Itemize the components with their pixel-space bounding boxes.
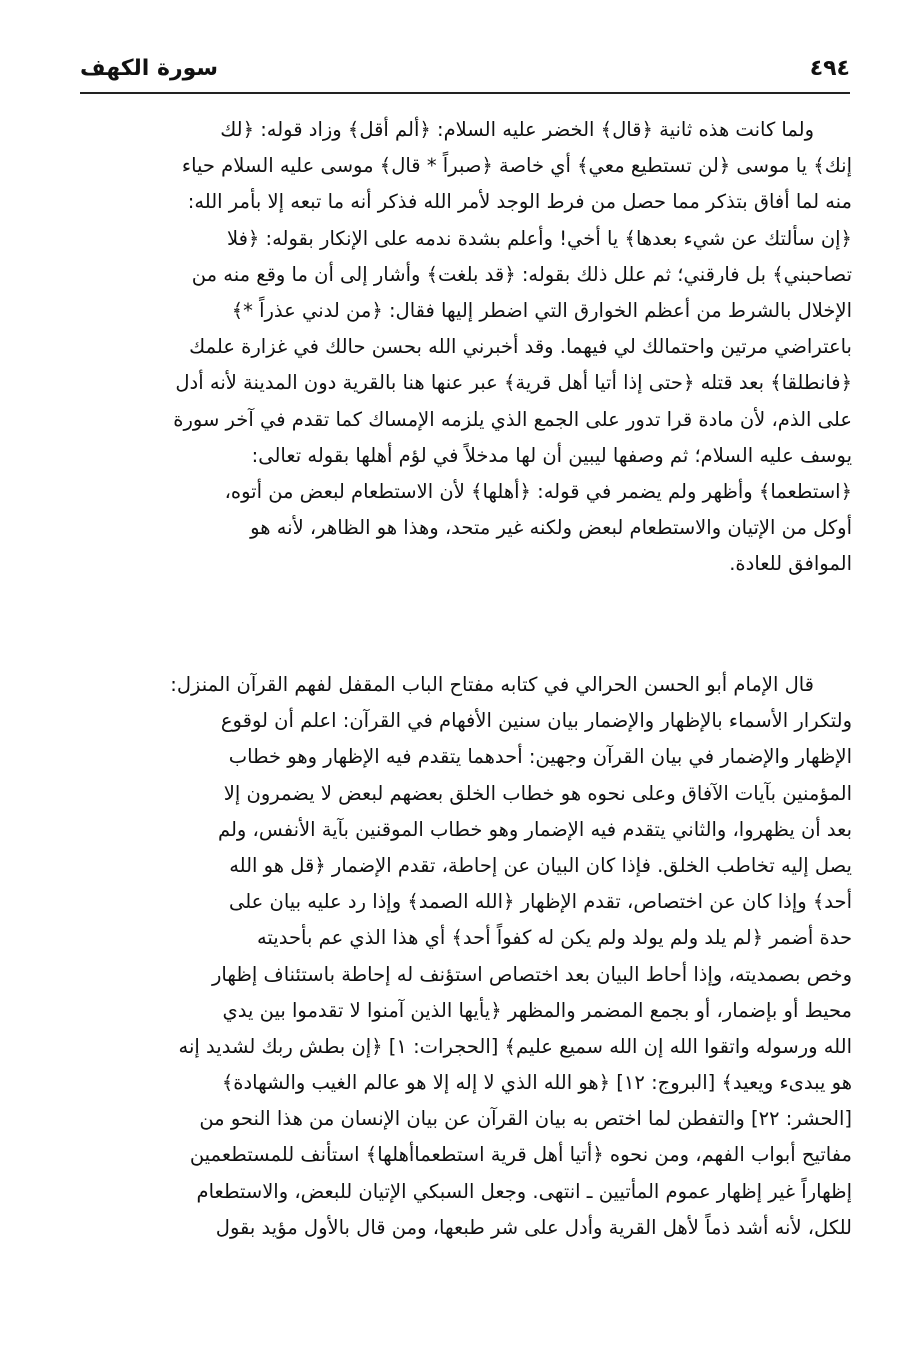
text-line: [الحشر: ٢٢] والتفطن لما اختص به بيان القرآن عن بيان الإنسان من هذا النحو من: [199, 1107, 852, 1131]
text-line: للكل، لأنه أشد ذماً لأهل القرية وأدل على شر طبعها، ومن قال بالأول مؤيد بقول: [215, 1215, 852, 1239]
text-line: المؤمنين بآيات الآفاق وعلى نحوه هو خطاب الخلق بعضهم لبعض لا يضمرون إلا: [223, 781, 852, 805]
text-line: محيط أو بإضمار، أو بجمع المضمر والمظهر ﴿يأيها الذين آمنوا لا تقدموا بين يدي: [222, 998, 852, 1022]
text-line: يوسف عليه السلام؛ ثم وصفها ليبين أن لها مدخلاً في لؤم أهلها بقوله تعالى:: [251, 443, 852, 467]
text-line: على الذم، لأن مادة قرا تدور على الجمع الذي يلزمه الإمساك كما تقدم في آخر سورة: [173, 407, 852, 431]
text-line: تصاحبني﴾ بل فارقني؛ ثم علل ذلك بقوله: ﴿قد بلغت﴾ وأشار إلى أن ما وقع منه من: [191, 262, 852, 286]
commentary-section-2: [82, 667, 852, 1246]
text-line: الإظهار والإضمار في بيان القرآن وجهين: أحدهما يتقدم فيه الإظهار وهو خطاب: [228, 745, 852, 769]
page-number: ٤٩٤: [809, 56, 850, 81]
surah-title: سورة الكهف: [80, 56, 219, 81]
text-line: الإخلال بالشرط من أعظم الخوارق التي اضطر إليها فقال: ﴿من لدني عذراً *﴾: [231, 298, 852, 322]
commentary-section-1: [82, 112, 852, 582]
text-line: الله ورسوله واتقوا الله إن الله سميع عليم﴾ [الحجرات: ١] ﴿إن بطش ربك لشديد إنه: [178, 1034, 852, 1058]
text-line: إظهاراً غير إظهار عموم المأتيين ـ انتهى. وجعل السبكي الإتيان للبعض، والاستطعام: [196, 1179, 852, 1203]
text-line: منه لما أفاق بتذكر مما حصل من فرط الوجد لأمر الله فذكر أنه ما تبعه إلا بأمر الله:: [187, 190, 852, 214]
text-line: ﴿إن سألتك عن شيء بعدها﴾ يا أخي! وأعلم بشدة ندمه على الإنكار بقوله: ﴿فلا: [226, 226, 852, 250]
text-line: مفاتيح أبواب الفهم، ومن نحوه ﴿أتيا أهل قرية استطعماأهلها﴾ استأنف للمستطعمين: [189, 1143, 852, 1167]
text-line: ﴿فانطلقا﴾ بعد قتله ﴿حتى إذا أتيا أهل قرية﴾ عبر عنها هنا بالقرية دون المدينة لأنه أدل: [175, 371, 852, 395]
text-line: ولما كانت هذه ثانية ﴿قال﴾ الخضر عليه السلام: ﴿ألم أقل﴾ وزاد قوله: ﴿لك: [220, 118, 814, 141]
text-line: حدة أضمر ﴿لم يلد ولم يولد ولم يكن له كفواً أحد﴾ أي هذا الذي عم بأحديته: [256, 926, 852, 950]
text-line: ﴿استطعما﴾ وأظهر ولم يضمر في قوله: ﴿أهلها﴾ لأن الاستطعام لبعض من أتوه،: [224, 479, 852, 503]
text-line: بعد أن يظهروا، والثاني يتقدم فيه الإضمار وهو خطاب الموقنين بآية الأنفس، ولم: [218, 817, 852, 841]
text-line: يصل إليه تخاطب الخلق. فإذا كان البيان عن إحاطة، تقدم الإضمار ﴿قل هو الله: [229, 853, 852, 877]
text-line: باعتراضي مرتين واحتمالك لي فيهما. وقد أخبرني الله بحسن حالك في غزارة علمك: [189, 335, 852, 359]
text-line: هو يبدىء ويعيد﴾ [البروج: ١٢] ﴿هو الله الذي لا إله إلا هو عالم الغيب والشهادة﴾: [221, 1071, 852, 1095]
text-line: ولتكرار الأسماء بالإظهار والإضمار بيان سنين الأفهام في القرآن: اعلم أن لوقوع: [220, 709, 852, 733]
text-line: أحد﴾ وإذا كان عن اختصاص، تقدم الإظهار ﴿الله الصمد﴾ وإذا رد عليه بيان على: [228, 890, 852, 914]
running-header: [80, 52, 850, 94]
text-line: قال الإمام أبو الحسن الحرالي في كتابه مفتاح الباب المقفل لفهم القرآن المنزل:: [170, 673, 814, 696]
text-line: وخص بصمديته، وإذا أحاط البيان بعد اختصاص استؤنف له إحاطة باستئناف إظهار: [212, 962, 852, 986]
text-line: الموافق للعادة.: [729, 552, 852, 576]
text-line: إنك﴾ يا موسى ﴿لن تستطيع معي﴾ أي خاصة ﴿صبراً * قال﴾ موسى عليه السلام حياء: [181, 154, 852, 178]
text-line: أوكل من الإتيان والاستطعام لبعض ولكنه غير متحد، وهذا هو الظاهر، لأنه هو: [250, 516, 852, 540]
